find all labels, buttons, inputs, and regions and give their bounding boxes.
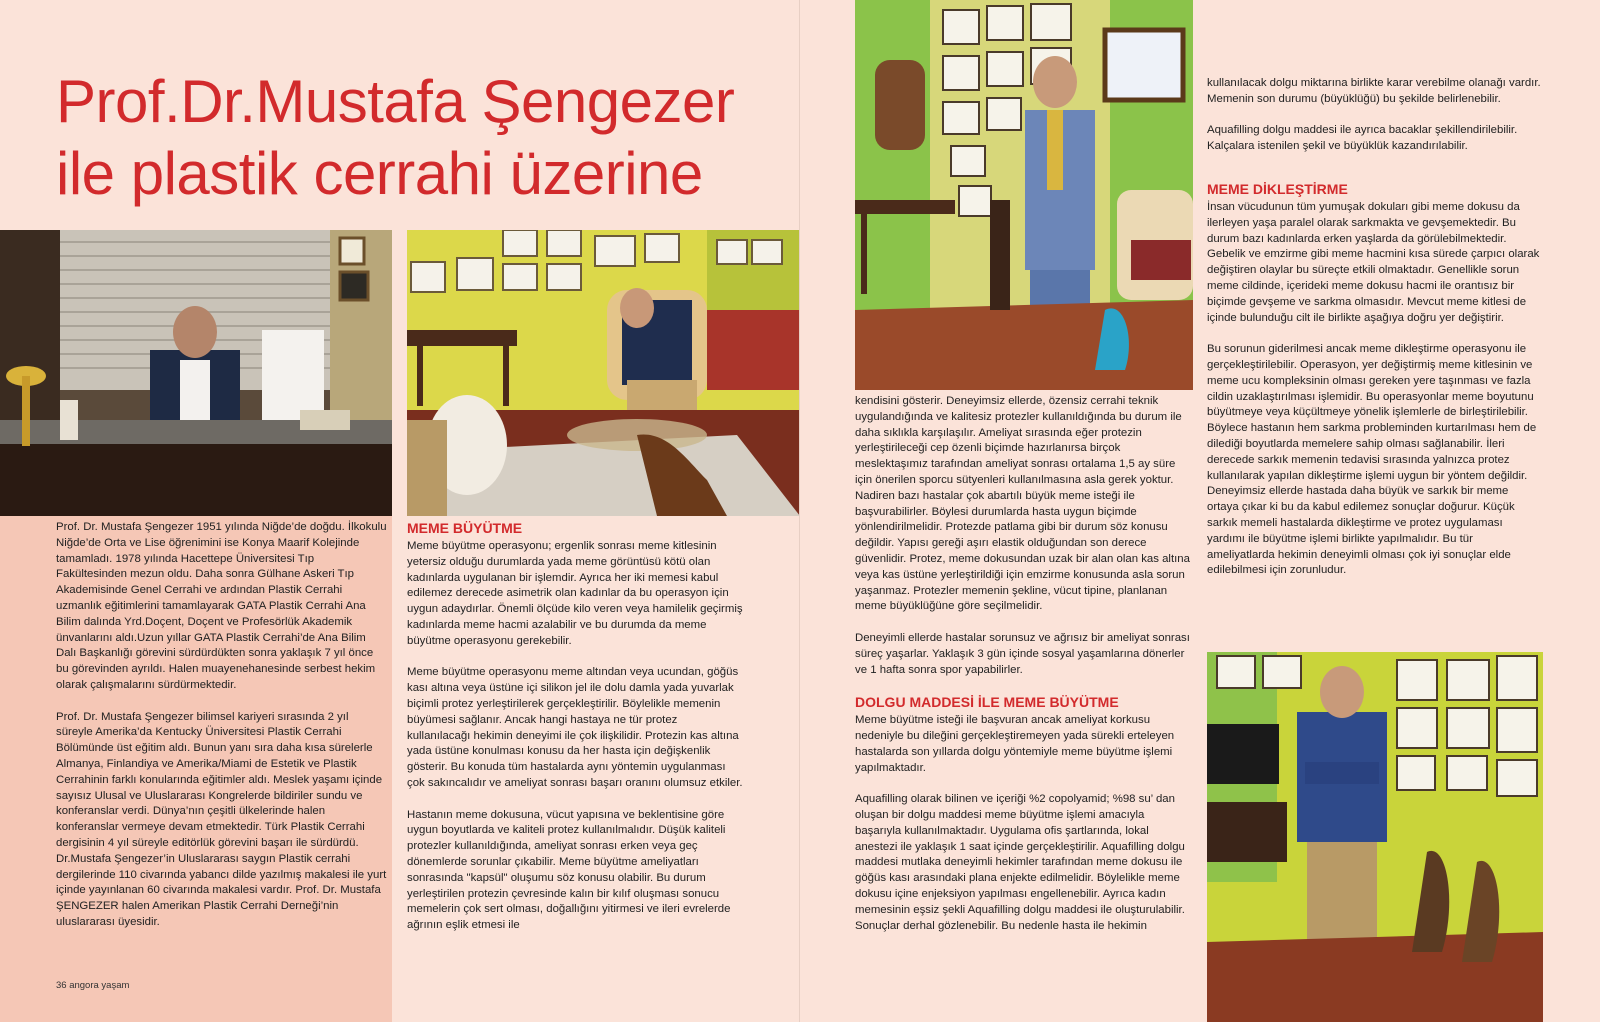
body-paragraph: Bu sorunun giderilmesi ancak meme dikleştirme operasyonu ile gerçekleştirilebilir. Operasyon, yer değiştirmiş meme kitlesinin ve meme ucu kompleksinin olması gereken yere taşınması ve fazla cildin uzaklaştırılması işlemidir. Bu operasyonlar meme boyutunu büyütmeye veya küçültmeye yönelik işlemlerle de birleştirilebilir. Böylece hastanın hem sarkma probleminden kurtarılması hem de dilediği boyutlarda memelere sahip olması sağlanabilir. İleri derecede sarkık memenin tedavisi sırasında yalnızca protez kullanılarak yapılan dikleştirme işlemi uygun bir yöntem değildir. Deneyimsiz ellerde hastada daha büyük ve sarkık bir meme ortaya çıkar ki bu da kabul edilemez sonuçlar doğurur. Küçük sarkık memeli hastalarda dikleştirme ve protez uygulaması yardımı ile büyütme işlemi birlikte yapılmalıdır. Bu tür ameliyatlarda hekimin deneyimli olması çok iyi sonuçlar elde edilebilmesi için zorunludur. [1207, 343, 1537, 577]
body-paragraph: kullanılacak dolgu miktarına birlikte karar verebilme olanağı vardır. Memenin son durumu (büyüklüğü) bu şekilde belirlenebilir. [1207, 77, 1541, 105]
bio-paragraph: Prof. Dr. Mustafa Şengezer 1951 yılında Niğde’de doğdu. İlkokulu Niğde’de Orta ve Lise öğrenimini ise Konya Maarif Kolejinde tamamladı. 1978 yılında Hacettepe Üniversitesi Tıp Fakültesinden mezun oldu. Daha sonra Gülhane Askeri Tıp Akademisinde Genel Cerrahi ve ardından Plastik Cerrahi uzmanlık eğitimlerini tamamlayarak GATA Plastik Cerrahi Ana Bilim dalında Yrd.Doçent, Doçent ve Profesörlük Akademik ünvanlarını aldı.Uzun yıllar GATA Plastik Cerrahi’de Ana Bilim Dalı Başkanlığı görevini sürdürdükten sonra yaklaşık 7 yıl önce bu görevinden ayrıldı. Halen muayenehanesinde serbest hekim olarak çalışmalarını sürdürmektedir. [56, 521, 387, 691]
page-headline [56, 66, 734, 210]
photo-doctor-in-office [407, 230, 800, 516]
page-folio: 36 angora yaşam [56, 980, 130, 991]
headline-line-2: ile plastik cerrahi üzerine [56, 140, 703, 207]
photo-doctor-arms-crossed [1207, 652, 1543, 1022]
section-paragraph: Meme büyütme operasyonu; ergenlik sonrası meme kitlesinin yetersiz olduğu durumlarda yada meme görüntüsü kötü olan kadınlarda uygulanan bir işlemdir. Ayrıca her iki memesi kabul edilemez derecede asimetrik olan kadınlar da bu operasyon için uygun adaydırlar. Önemli ölçüde kilo veren veya hamilelik geçirmiş kadınlarda meme hacmi azalabilir ve bu durumda da meme büyütme operasyonu gerekebilir. [407, 540, 743, 647]
section-paragraph: Meme büyütme operasyonu meme altından veya ucundan, göğüs kası altına veya üstüne içi silikon jel ile dolu damla yada yuvarlak biçimli protez yerleştirilerek gerçekleştirilir. Böylelikle memenin büyümesi sağlanır. Ancak hangi hastaya ne tür protez kullanılacağı hekimin deneyimi ile çok ilişkilidir. Protezin kas altına yada üstüne konulması konusu da her hasta için değişkenlik gösterir. Bu konuda tüm hastalarda aynı yöntemin uygulanması çok sakıncalıdır ve ameliyat sonrası başarı oranını olumsuz etkiler. [407, 666, 743, 789]
body-paragraph: Meme büyütme isteği ile başvuran ancak ameliyat korkusu nedeniyle bu dileğini gerçekleştiremeyen yada sürekli erteleyen hastalarda son yıllarda dolgu yöntemiyle meme büyütme işlemi yapılmaktadır. [855, 714, 1175, 774]
photo-doctor-standing [855, 0, 1193, 390]
section-paragraph: Hastanın meme dokusuna, vücut yapısına ve beklentisine göre uygun boyutlarda ve kaliteli protez kullanılmalıdır. Düşük kaliteli protezler kullanıldığında, ameliyat sonrası erken veya geç dönemlerde sorunlar çıkabilir. Meme büyütme ameliyatları sonrasında "kapsül" oluşumu söz konusu olabilir. Bu durum yerleştirilen protezin çevresinde kalın bir kılıf oluşması sonucu memelerin çok sert olması, doğallığını yitirmesi ve ileri evrelerde ağrının eşlik etmesi ile [407, 808, 731, 932]
body-paragraph: Aquafilling olarak bilinen ve içeriği %2 copolyamid; %98 su’ dan oluşan bir dolgu maddesi meme büyütme işlemi amacıyla başarıyla kullanılmaktadır. Uygulama ofis şartlarında, lokal anestezi ile yaklaşık 1 saat içinde gerçekleştirilir. Aquafilling dolgu maddesi mutlaka deneyimli hekimler tarafından meme dokusu ile göğüs kası arasındaki plana enjekte edilmelidir. Böylelikle meme dokusu içine enjeksiyon yapılması engellenebilir. Ayrıca kadın memesinin eşsiz şekli Aquafilling dolgu maddesi ile oluşturulabilir. Sonuçlar derhal gözlenebilir. Bu nedenle hasta ile hekimin [855, 793, 1185, 932]
right-col-2-text [1207, 76, 1543, 595]
body-paragraph: Deneyimli ellerde hastalar sorunsuz ve ağrısız bir ameliyat sonrası süreç yaşarlar. Yaklaşık 3 gün içinde sosyal yaşamlarına dönerler ve 1 hafta sonra spor yapabilirler. [855, 631, 1190, 676]
meme-buyutme-section [407, 520, 743, 950]
body-paragraph: İnsan vücudunun tüm yumuşak dokuları gibi meme dokusu da ilerleyen yaşa paralel olarak sarkmakta ve gevşemektedir. Bu durum bazı kadınlarda erken yaşlarda da görülebilmektedir. Gebelik ve emzirme gibi meme hacmini kısa sürede çarpıcı olarak değiştiren olaylar bu süreçte etkili olmaktadır. Genellikle sorun meme cildinde, içerideki meme dokusu hacmi ile orantısız bir biçimde gevşeme ve sarkma olmasıdır. Mevcut meme kitlesi de içinde bulunduğu cilt ile birlikte aşağıya doğru yer değiştirir. [1207, 200, 1540, 324]
bio-paragraph: Prof. Dr. Mustafa Şengezer bilimsel kariyeri sırasında 2 yıl süreyle Amerika’da Kentucky Üniversitesi Plastik Cerrahi Bölümünde üst eğitim aldı. Bunun yanı sıra daha kısa sürelerle Almanya, Finlandiya ve Amerika/Miami de Estetik ve Plastik Cerrahinin farklı konularında eğitimler aldı. Meslek yaşamı içinde sayısız Ulusal ve Uluslararası Kongrelerde bildiriler sundu ve konferanslar verdi. Dünya’nın çeşitli ülkelerinde halen konferanslar vermeye devam etmektedir. Türk Plastik Cerrahi dergisinin 4 yıl süreyle editörlük görevini başarı ile sürdürdü. Dr.Mustafa Şengezer’in Uluslararası saygın Plastik cerrahi dergilerinde 110 civarında yabancı dilde yazılmış makalesi ile yurt içinde yayınlanan 60 civarında makalesi vardır. Prof. Dr. Mustafa ŞENGEZER halen Amerikan Plastik Cerrahi Derneği’nin uluslararası üyesidir. [56, 710, 387, 928]
right-col-1-text [855, 394, 1193, 950]
headline-line-1: Prof.Dr.Mustafa Şengezer [56, 68, 735, 135]
dikles-section-title: MEME DİKLEŞTİRME [1207, 180, 1348, 197]
dolgu-section-title: DOLGU MADDESİ İLE MEME BÜYÜTME [855, 694, 1119, 711]
bio-text [56, 520, 388, 947]
photo-doctor-at-desk [0, 230, 392, 516]
body-paragraph: kendisini gösterir. Deneyimsiz ellerde, özensiz cerrahi teknik uygulandığında ve kalitesiz protezler kullanıldığında bu durum ile daha sıklıkla karşılaşılır. Ameliyat sırasında eğer protezin yerleştirileceği cep özenli biçimde hazırlanırsa birçok meslektaşımız tarafından ameliyat sonrası ortalama 1,5 ay süre için önerilen sporcu sütyenleri kullanılmasına asla gerek yoktur. Nadiren bazı hastalar çok abartılı büyük meme isteği ile başvurabilirler. Böylesi durumlarda hasta uygun biçimde yönlendirilmelidir. Protezde patlama gibi bir durum söz konusu değildir. Yapısı gereği aşırı elastik olduğundan son derece güvenlidir. Protez, meme dokusundan uzak bir alan olan kas altına veya kas üstüne yerleştirildiği için emzirme konusunda asla sorun yaşanmaz. Protezler memenin şekline, vücut tipine, planlanan meme büyüklüğüne göre seçilmelidir. [855, 395, 1190, 613]
body-paragraph: Aquafilling dolgu maddesi ile ayrıca bacaklar şekillendirilebilir. Kalçalara istenilen şekil ve büyüklük kazandırılabilir. [1207, 124, 1518, 153]
right-page [800, 0, 1600, 1022]
section-title: MEME BÜYÜTME [407, 520, 523, 536]
